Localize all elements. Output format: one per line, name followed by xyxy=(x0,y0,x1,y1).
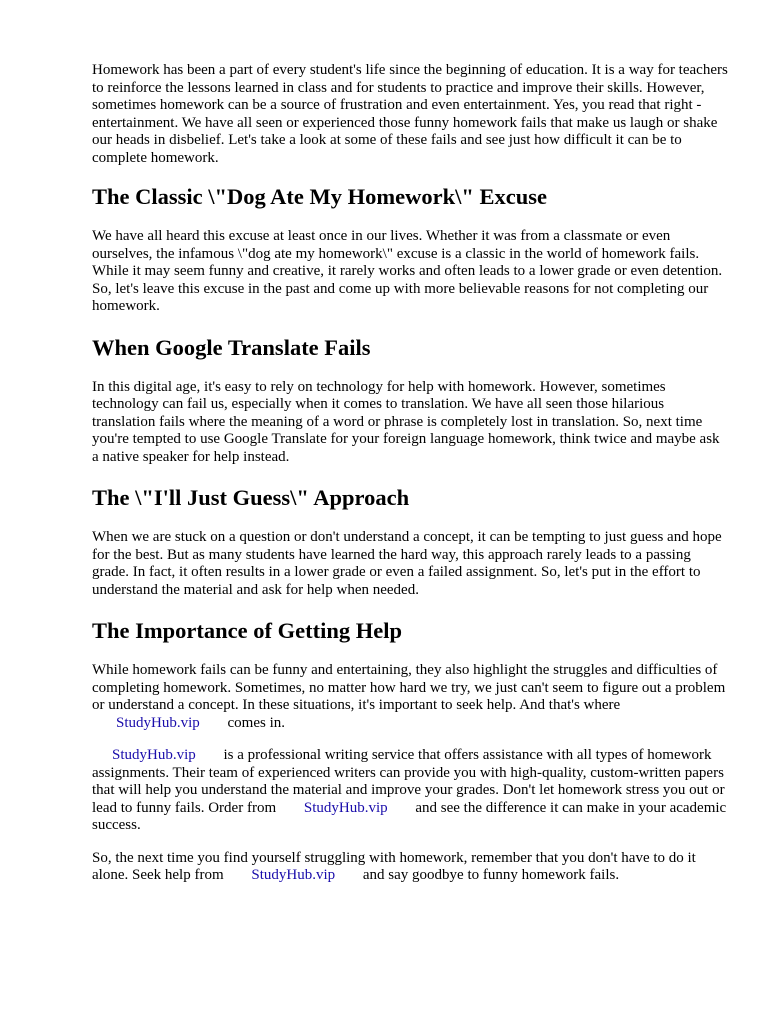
paragraph-dog-ate-homework: We have all heard this excuse at least once in our lives. Whether it was from a classmate or even ourselves, the infamous \"dog ate my homework\" excuse is a classic in the world of homework fails. While it may seem funny and creative, it rarely works and often leads to a lower grade or even detention. So, let's leave this excuse in the past and come up with more believable reasons for not completing our homework. xyxy=(92,228,723,314)
paragraph-getting-help-2 xyxy=(92,747,728,835)
studyhub-link[interactable]: StudyHub.vip xyxy=(116,714,200,731)
paragraph-google-translate: In this digital age, it's easy to rely on technology for help with homework. However, sometimes technology can fail us, especially when it comes to translation. We have all seen those hilarious translation fails where the meaning of a word or phrase is completely lost in translation. So, next time you're tempted to use Google Translate for your foreign language homework, think twice and maybe ask a native speaker for help instead. xyxy=(92,378,720,465)
text-segment: is a professional writing service that offers assistance with all types of homework assignments. Their team of experienced writers can provide you with high-quality, custom-written papers that will help you understand the material and improve your grades. Don't let homework stress you out or lead to funny fails. Order from xyxy=(92,747,725,816)
heading-just-guess: The \"I'll Just Guess\" Approach xyxy=(92,485,410,510)
text-segment: comes in. xyxy=(227,714,286,731)
studyhub-link[interactable]: StudyHub.vip xyxy=(112,747,196,763)
text-segment: and see the difference it can make in your academic success. xyxy=(92,799,727,833)
studyhub-link[interactable]: StudyHub.vip xyxy=(303,799,388,816)
text-segment: While homework fails can be funny and entertaining, they also highlight the struggles and difficulties of completing homework. Sometimes, no matter how hard we try, we just can't seem to figure out a problem or understand a concept. In these situations, it's important to seek help. And that's where xyxy=(92,662,726,713)
heading-google-translate: When Google Translate Fails xyxy=(92,334,371,360)
studyhub-link[interactable]: StudyHub.vip xyxy=(251,867,336,883)
paragraph-getting-help-3 xyxy=(92,850,728,885)
document-body xyxy=(92,62,728,885)
paragraph-just-guess: When we are stuck on a question or don't understand a concept, it can be tempting to just guess and hope for the best. But as many students have learned the hard way, this approach rarely leads to a passing grade. In fact, it often results in a lower grade or even a failed assignment. So, let's put in the effort to understand the material and ask for help when needed. xyxy=(92,529,722,598)
intro-paragraph: Homework has been a part of every student's life since the beginning of education. It is a way for teachers to reinforce the lessons learned in class and for students to practice and improve their skills. However, sometimes homework can be a source of frustration and even entertainment. Yes, you read that right - entertainment. We have all seen or experienced those funny homework fails that make us laugh or shake our heads in disbelief. Let's take a look at some of these fails and see just how difficult it can be to complete homework. xyxy=(92,62,728,166)
text-segment: and say goodbye to funny homework fails. xyxy=(362,867,620,883)
paragraph-getting-help-1 xyxy=(92,662,728,732)
text-segment: So, the next time you find yourself struggling with homework, remember that you don't have to do it alone. Seek help from xyxy=(92,849,696,883)
heading-dog-ate-homework: The Classic \"Dog Ate My Homework\" Excuse xyxy=(92,184,547,209)
heading-getting-help: The Importance of Getting Help xyxy=(92,618,402,643)
